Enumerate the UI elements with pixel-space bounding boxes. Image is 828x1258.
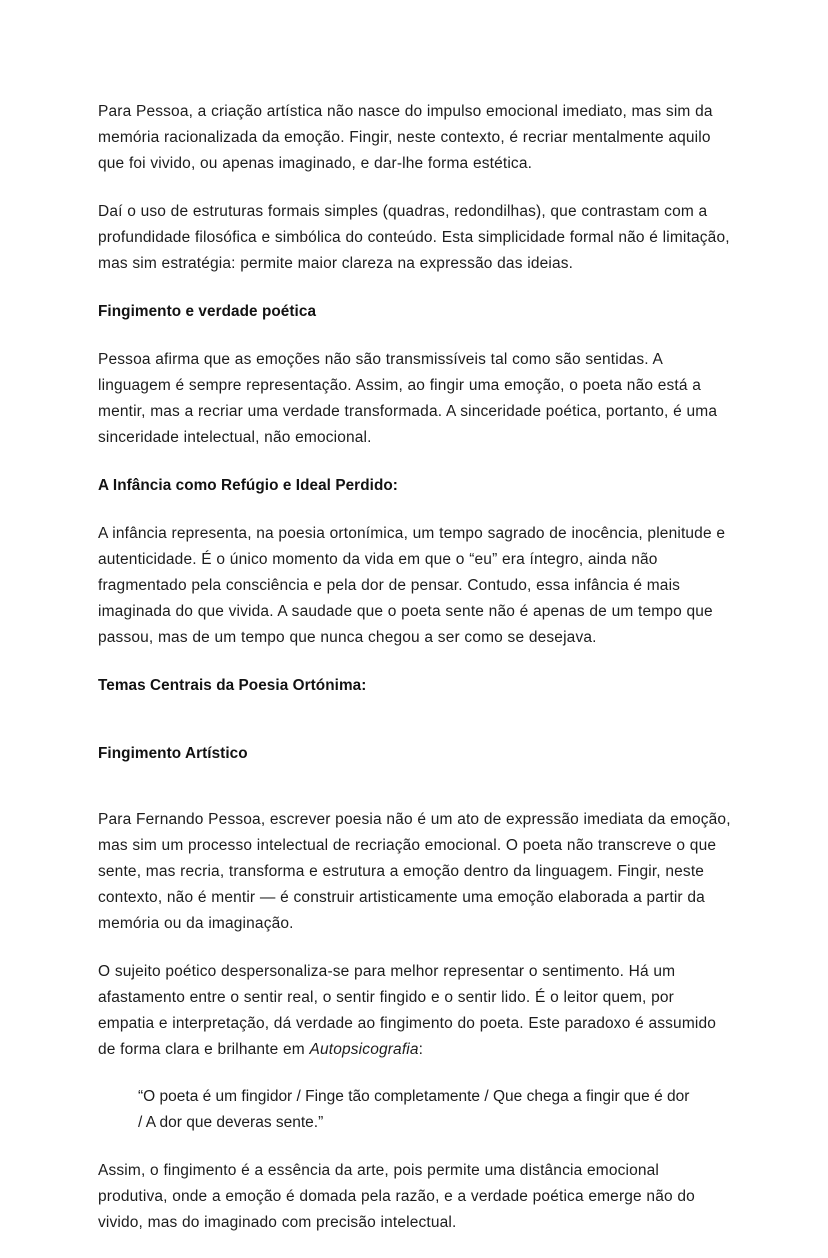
paragraph-7: Assim, o fingimento é a essência da arte, pois permite uma distância emocional produtiva, onde a emoção é domada pela razão, e a verdade poética emerge não do vivido, mas do imaginado com precisão intelectual. bbox=[98, 1162, 695, 1231]
paragraph-6 bbox=[98, 959, 732, 1063]
work-title-autopsicografia: Autopsicografia bbox=[309, 1041, 419, 1058]
paragraph-2: Daí o uso de estruturas formais simples (quadras, redondilhas), que contrastam com a profundidade filosófica e simbólica do conteúdo. Esta simplicidade formal não é limitação, mas sim estratégia: permite maior clareza na expressão das ideias. bbox=[98, 203, 730, 272]
document-body bbox=[98, 99, 732, 1258]
paragraph-6-trailing-text: : bbox=[418, 1041, 424, 1058]
paragraph-3: Pessoa afirma que as emoções não são transmissíveis tal como são sentidas. A linguagem é sempre representação. Assim, ao fingir uma emoção, o poeta não está a mentir, mas a recriar uma verdade transformada. A sinceridade poética, portanto, é uma sinceridade intelectual, não emocional. bbox=[98, 351, 718, 446]
paragraph-5: Para Fernando Pessoa, escrever poesia não é um ato de expressão imediata da emoção, mas sim um processo intelectual de recriação emocional. O poeta não transcreve o que sente, mas recria, transforma e estrutura a emoção dentro da linguagem. Fingir, neste contexto, não é mentir — é construir artisticamente uma emoção elaborada a partir da memória ou da imaginação. bbox=[98, 811, 731, 932]
heading-fingimento-e-verdade-poetica: Fingimento e verdade poética bbox=[98, 303, 317, 320]
paragraph-4: A infância representa, na poesia ortonímica, um tempo sagrado de inocência, plenitude e autenticidade. É o único momento da vida em que o “eu” era íntegro, ainda não fragmentado pela consciência e pela dor de pensar. Contudo, essa infância é mais imaginada do que vivida. A saudade que o poeta sente não é apenas de um tempo que passou, mas de um tempo que nunca chegou a ser como se desejava. bbox=[98, 525, 726, 646]
paragraph-1: Para Pessoa, a criação artística não nasce do impulso emocional imediato, mas sim da memória racionalizada da emoção. Fingir, neste contexto, é recriar mentalmente aquilo que foi vivido, ou apenas imaginado, e dar-lhe forma estética. bbox=[98, 103, 713, 172]
poem-quote-autopsicografia: “O poeta é um fingidor / Finge tão completamente / Que chega a fingir que é dor / A dor que deveras sente.” bbox=[138, 1088, 690, 1131]
paragraph-6-lead-text: O sujeito poético despersonaliza-se para melhor representar o sentimento. Há um afastamento entre o sentir real, o sentir fingido e o sentir lido. É o leitor quem, por empatia e interpretação, dá verdade ao fingimento do poeta. Este paradoxo é assumido de forma clara e brilhante em bbox=[98, 963, 717, 1058]
heading-a-infancia-como-refugio: A Infância como Refúgio e Ideal Perdido: bbox=[98, 477, 398, 494]
heading-fingimento-artistico: Fingimento Artístico bbox=[98, 745, 248, 762]
heading-temas-centrais: Temas Centrais da Poesia Ortónima: bbox=[98, 677, 367, 694]
